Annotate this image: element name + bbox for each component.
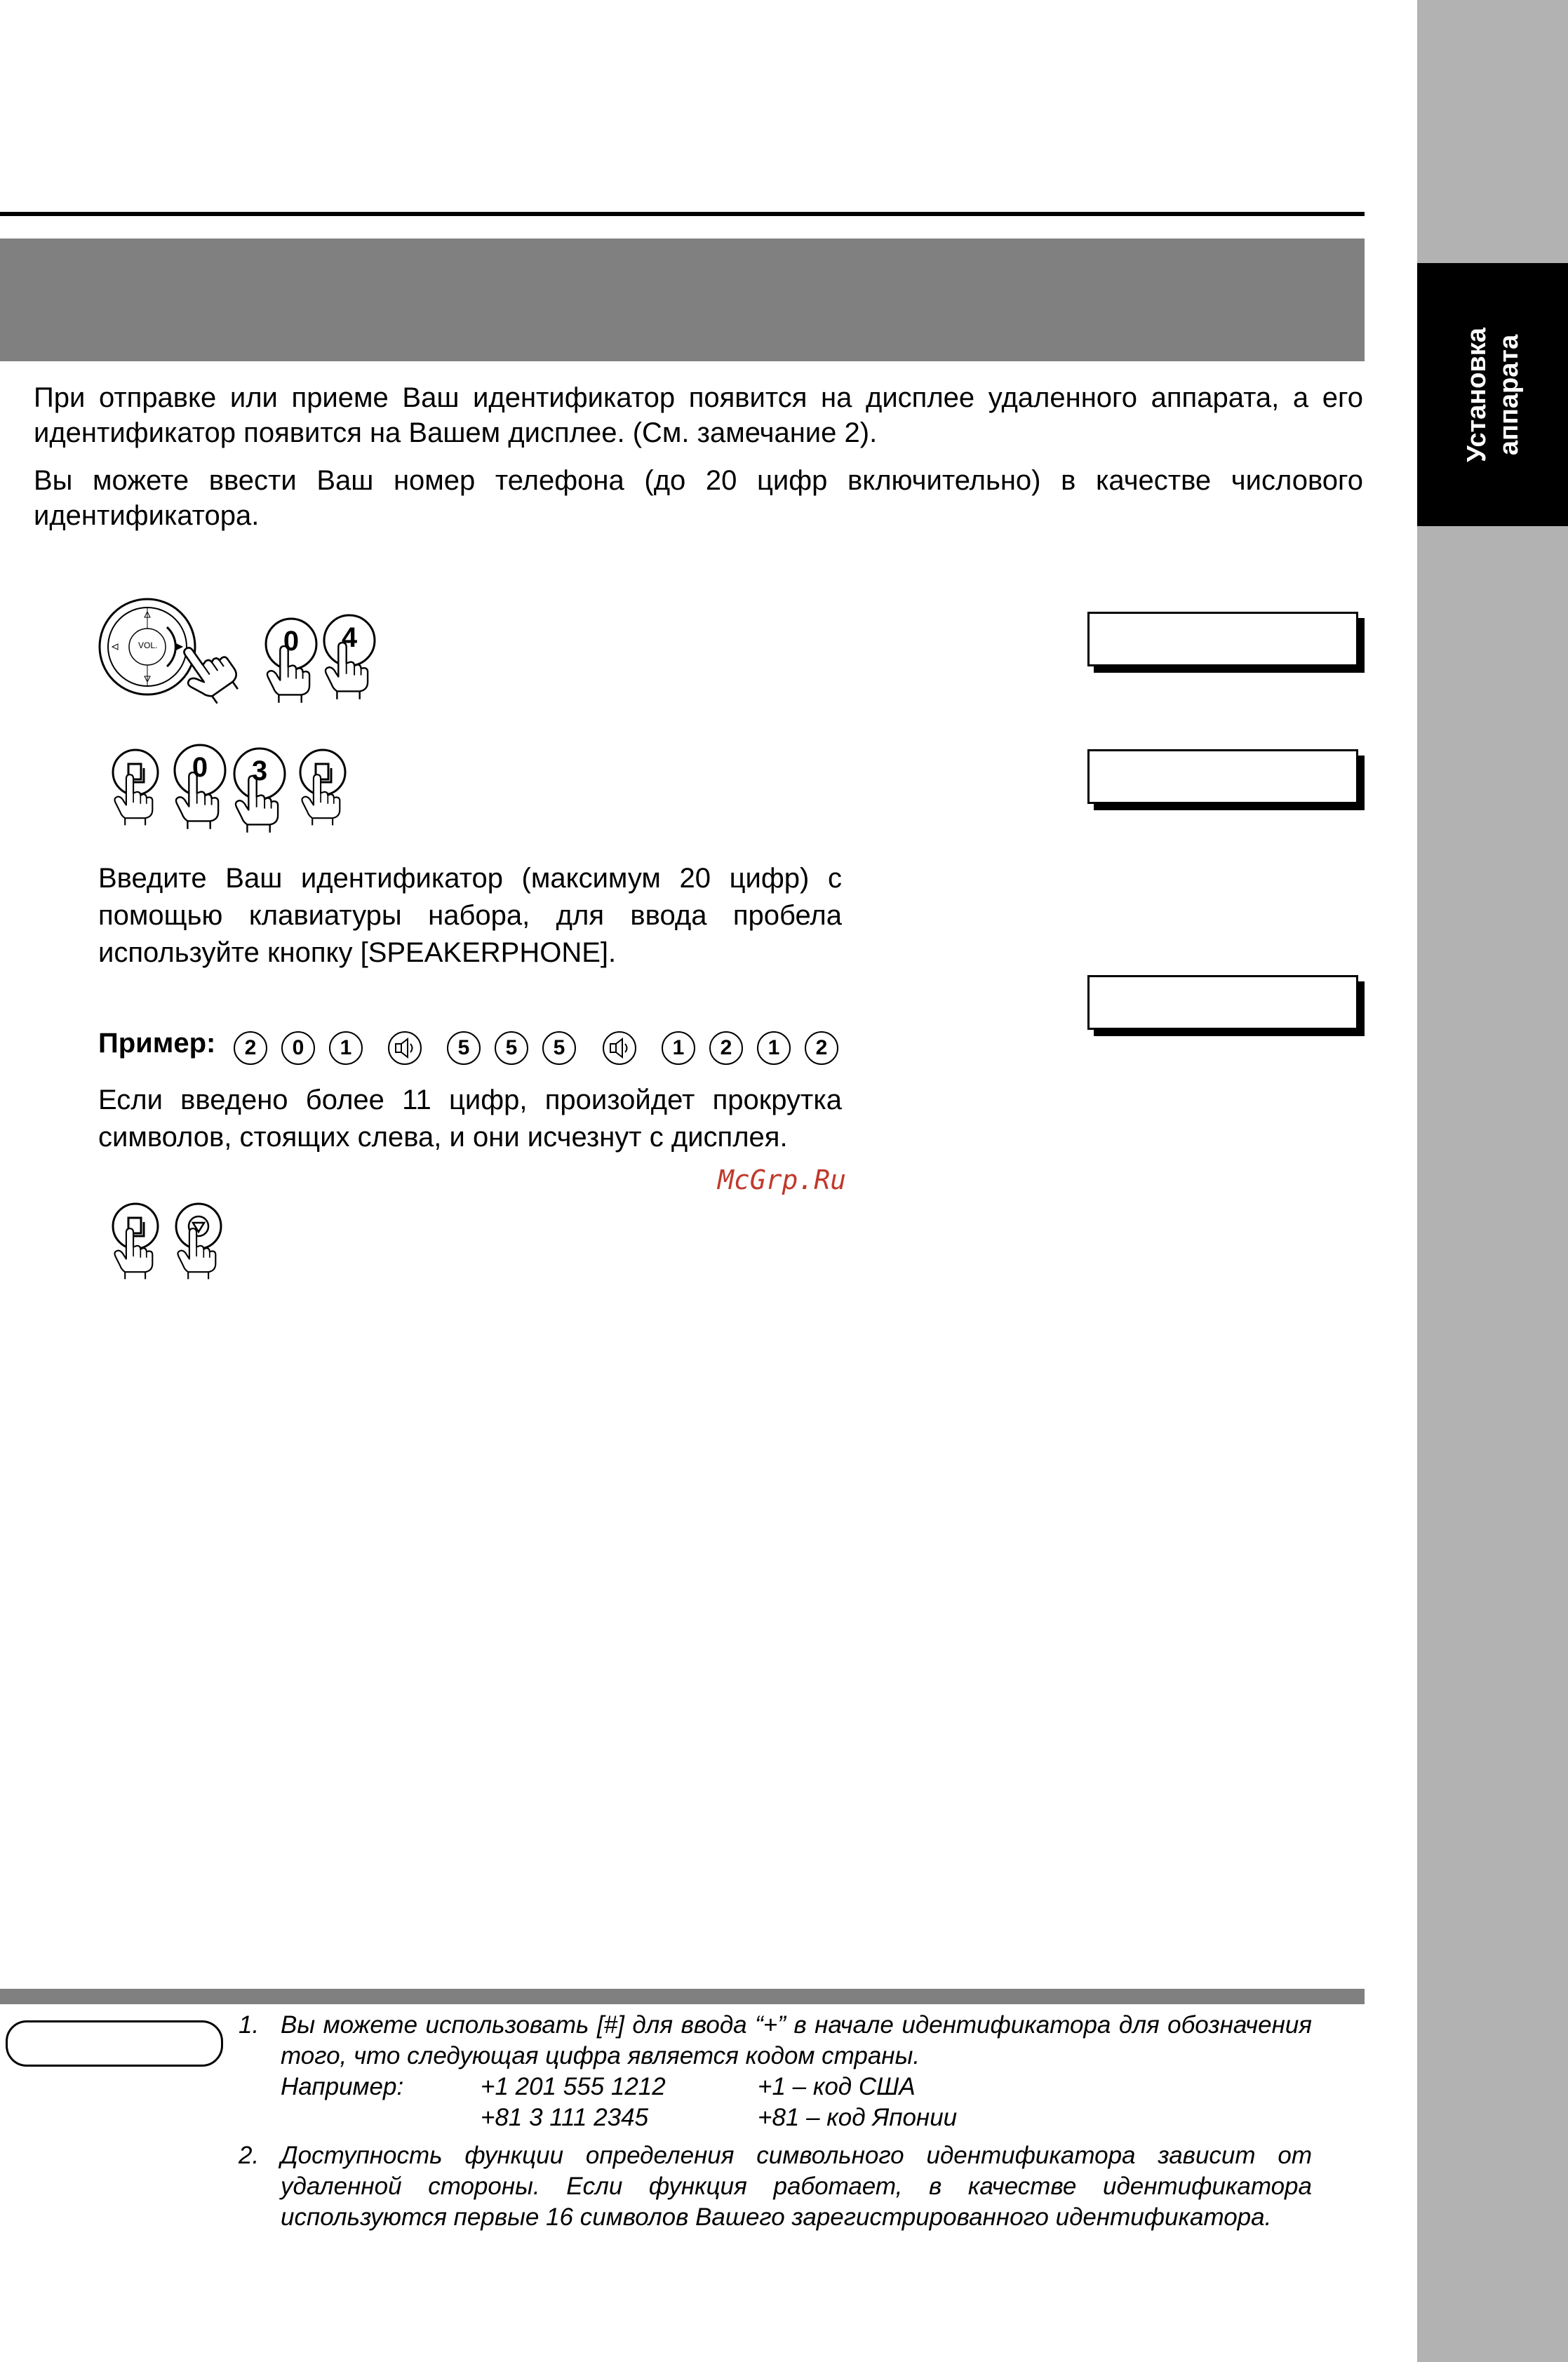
section-tab[interactable]: [1417, 263, 1568, 526]
example-key-1: 1: [662, 1031, 695, 1065]
example-key-0: 0: [281, 1031, 315, 1065]
note-1-text: Вы можете использовать [#] для ввода “+” в начале идентификатора для обозначения того, что следующая цифра является кодом страны.: [281, 2011, 1312, 2069]
lcd-display-step2: [1087, 749, 1358, 804]
key-3-button[interactable]: 3: [232, 746, 288, 830]
title-band: [0, 239, 1365, 361]
note-1-example-row: [281, 2102, 1312, 2133]
section-tab-label: Установка аппарата: [1461, 327, 1524, 462]
notes-label-box: [6, 2020, 223, 2067]
notes-section: [239, 2010, 1312, 2240]
example-key-5: 5: [495, 1031, 528, 1065]
example-key-1: 1: [329, 1031, 363, 1065]
note-2: [239, 2140, 1312, 2233]
set-key-button[interactable]: [296, 747, 352, 824]
function-wheel-icon: [98, 596, 239, 709]
example-key-2: 2: [709, 1031, 743, 1065]
watermark: McGrp.Ru: [718, 1165, 847, 1195]
example-key-5: 5: [447, 1031, 481, 1065]
example-label: Пример:: [98, 1028, 216, 1059]
step3-instruction: Введите Ваш идентификатор (максимум 20 цифр) с помощью клавиатуры набора, для ввода пробела используйте кнопку [SPEAKERPHONE].: [98, 863, 842, 968]
notes-rule: [0, 1989, 1365, 2004]
note-1-example-label: Например:: [281, 2073, 404, 2100]
note-1-example-number: +81 3 111 2345: [481, 2104, 649, 2131]
example-key-1: 1: [757, 1031, 791, 1065]
key-0-button[interactable]: 0: [263, 616, 319, 700]
note-1-example-row: [281, 2072, 1312, 2102]
lcd-display-step1: [1087, 612, 1358, 666]
speakerphone-icon: [603, 1031, 636, 1065]
key-4-button[interactable]: 4: [321, 612, 377, 697]
speakerphone-icon: [388, 1031, 422, 1065]
key-0-button[interactable]: 0: [172, 742, 228, 826]
set-key-button[interactable]: [109, 747, 165, 824]
example-key-2: 2: [234, 1031, 267, 1065]
intro-paragraph-1: При отправке или приеме Ваш идентификатор появится на дисплее удаленного аппарата, а его идентификатор появится на Вашем дисплее. (См. замечание 2).: [34, 382, 1363, 448]
note-1-example-number: +1 201 555 1212: [481, 2073, 666, 2100]
note-2-number: 2.: [239, 2142, 260, 2169]
intro-paragraph-2: Вы можете ввести Ваш номер телефона (до 20 цифр включительно) в качестве числового идентификатора.: [34, 465, 1363, 531]
example-key-5: 5: [542, 1031, 576, 1065]
scroll-note: Если введено более 11 цифр, произойдет прокрутка символов, стоящих слева, и они исчезнут с дисплея.: [98, 1085, 842, 1153]
set-key-button[interactable]: [109, 1201, 165, 1278]
note-1-example-description: +1 – код США: [758, 2073, 916, 2100]
stop-key-button[interactable]: [172, 1201, 228, 1278]
lcd-display-step3: [1087, 975, 1358, 1030]
note-1: [239, 2010, 1312, 2133]
note-1-example-description: +81 – код Японии: [758, 2104, 958, 2131]
top-rule: [0, 212, 1365, 216]
note-1-number: 1.: [239, 2011, 260, 2039]
note-2-text: Доступность функции определения символьного идентификатора зависит от удаленной стороны. Если функция работает, в качестве идентификатора используются первые 16 символов Вашего зарегистрированного идентификатора.: [281, 2142, 1312, 2231]
example-key-2: 2: [805, 1031, 838, 1065]
wheel-vol-label: VOL.: [138, 640, 158, 650]
